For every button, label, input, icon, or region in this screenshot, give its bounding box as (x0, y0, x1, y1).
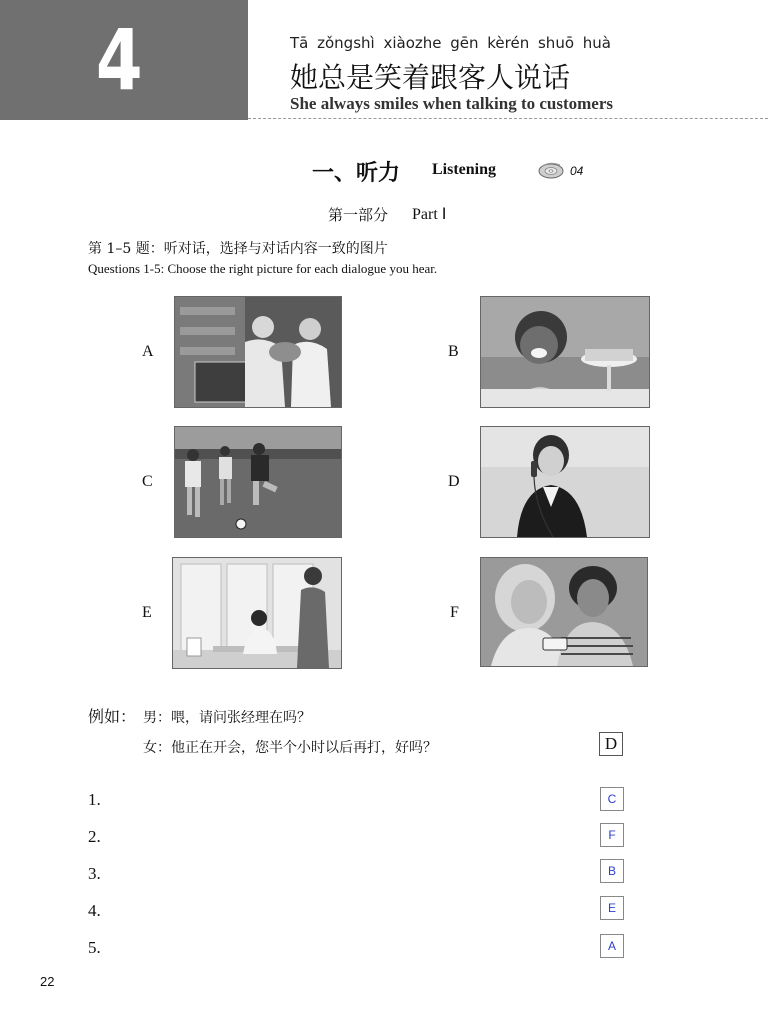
girl-with-cake-photo (480, 296, 650, 408)
shopping-couple-photo (174, 296, 342, 408)
instructions-en: Questions 1-5: Choose the right picture for each dialogue you hear. (88, 261, 438, 276)
example-answer-box: D (599, 732, 623, 756)
picture-letter-f: F (450, 604, 459, 621)
question-number-4: 4. (88, 901, 101, 920)
woman-on-phone-photo (480, 426, 650, 538)
picture-letter-b: B (448, 343, 459, 360)
picture-letter-e: E (142, 604, 152, 621)
example-line-woman: 女：他正在开会，您半个小时以后再打，好吗？ (143, 740, 437, 756)
picture-letter-c: C (142, 473, 153, 490)
answer-box-4[interactable]: E (600, 896, 624, 920)
office-meeting-photo (172, 557, 342, 669)
example-line-man: 男：喂，请问张经理在吗？ (143, 710, 311, 726)
answer-box-3[interactable]: B (600, 859, 624, 883)
section-title-cn: 一、听力 (312, 161, 401, 186)
lesson-title-en: She always smiles when talking to customers (290, 94, 614, 113)
lesson-title-cn: 她总是笑着跟客人说话 (290, 61, 571, 94)
lesson-number: 4 (95, 11, 143, 109)
answer-box-2[interactable]: F (600, 823, 624, 847)
question-number-1: 1. (88, 790, 101, 809)
part-title-en: Part Ⅰ (412, 206, 447, 223)
soccer-players-photo (174, 426, 342, 538)
section-title-en: Listening (432, 161, 497, 178)
girls-with-phone-photo (480, 557, 648, 667)
answer-box-5[interactable]: A (600, 934, 624, 958)
answer-box-1[interactable]: C (600, 787, 624, 811)
question-number-5: 5. (88, 938, 101, 957)
lesson-pinyin: Tā zǒngshì xiàozhe gēn kèrén shuō huà (290, 34, 611, 52)
example-label: 例如： (88, 707, 137, 726)
picture-letter-a: A (142, 343, 154, 360)
header-divider (248, 118, 768, 119)
part-title-cn: 第一部分 (328, 206, 389, 224)
question-number-3: 3. (88, 864, 101, 883)
question-number-2: 2. (88, 827, 101, 846)
picture-letter-d: D (448, 473, 460, 490)
audio-track-number: 04 (570, 164, 584, 178)
instructions-cn: 第 1–5 题：听对话，选择与对话内容一致的图片 (88, 241, 388, 257)
audio-cd-icon[interactable] (538, 160, 568, 180)
page-number: 22 (40, 974, 55, 989)
